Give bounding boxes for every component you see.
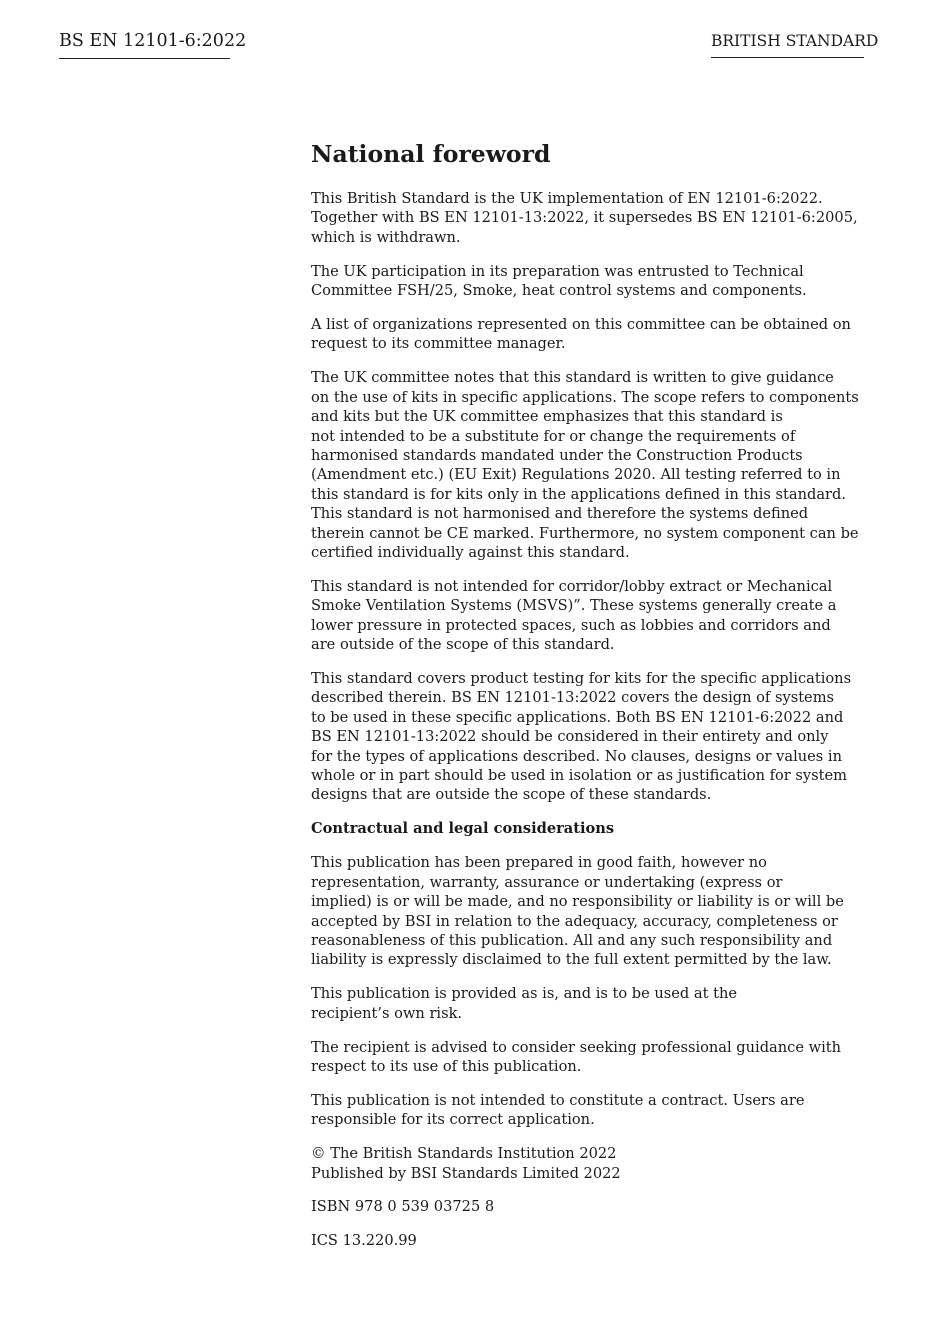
paragraph-product-testing: This standard covers product testing for kits for the specific applications described therein. BS EN 12101-13:2022 covers the design of systems to be used in these specific applications. Both BS EN 12101-6:2022 and BS EN 12101-13:2022 should be considered in their entirety and only for the types of applications described. No clauses, designs or values in whole or in part should be used in isolation or as justification for system designs that are outside the scope of these standards.	[311, 670, 852, 804]
paragraph-good-faith: This publication has been prepared in good faith, however no representation, warranty, assurance or undertaking (express or implied) is or will be made, and no responsibility or liability is or will be accepted by BSI in relation to the adequacy, accuracy, completeness or reasonableness of this publication. All and any such responsibility and liability is expressly disclaimed to the full extent permitted by the law.	[311, 854, 844, 969]
section-heading: Contractual and legal considerations	[311, 820, 615, 838]
paragraph-uk-committee-notes: The UK committee notes that this standard is written to give guidance on the use of kits in specific applications. The scope refers to components and kits but the UK committee emphasizes that this standard is not intended to be a substitute for or change the requirements of harmonised standards mandated under the Construction Products (Amendment etc.) (EU Exit) Regulations 2020. All testing referred to in this standard is for kits only in the applications defined in this standard. This standard is not harmonised and therefore the systems defined therein cannot be CE marked. Furthermore, no system component can be certified individually against this standard.	[311, 369, 859, 561]
paragraph-own-risk: This publication is provided as is, and is to be used at the recipient’s own risk.	[311, 985, 738, 1022]
page-title: National foreword	[311, 140, 551, 168]
paragraph-not-intended: This standard is not intended for corridor/lobby extract or Mechanical Smoke Ventilation Systems (MSVS)”. These systems generally create a lower pressure in protected spaces, such as lobbies and corridors and are outside of the scope of this standard.	[311, 577, 837, 654]
copyright-notice: © The British Standards Institution 2022 Published by BSI Standards Limited 2022	[311, 1145, 621, 1182]
paragraph-organizations: A list of organizations represented on this committee can be obtained on request to its committee manager.	[311, 316, 851, 353]
foreword-content	[311, 138, 869, 1265]
paragraph-contract: This publication is not intended to constitute a contract. Users are responsible for its correct application.	[311, 1091, 805, 1129]
paragraph-guidance: The recipient is advised to consider seeking professional guidance with respect to its use of this publication.	[311, 1038, 842, 1075]
paragraph-implementation: This British Standard is the UK implementation of EN 12101-6:2022. Together with BS EN 12101-13:2022, it supersedes BS EN 12101-6:2005, which is withdrawn.	[311, 190, 858, 246]
paragraph-committee: The UK participation in its preparation was entrusted to Technical Committee FSH/25, Smoke, heat control systems and components.	[311, 262, 807, 300]
document-id: BS EN 12101-6:2022	[59, 30, 230, 59]
ics-code: ICS 13.220.99	[311, 1232, 417, 1250]
isbn: ISBN 978 0 539 03725 8	[311, 1198, 495, 1216]
publisher-label: BRITISH STANDARD	[711, 31, 864, 58]
